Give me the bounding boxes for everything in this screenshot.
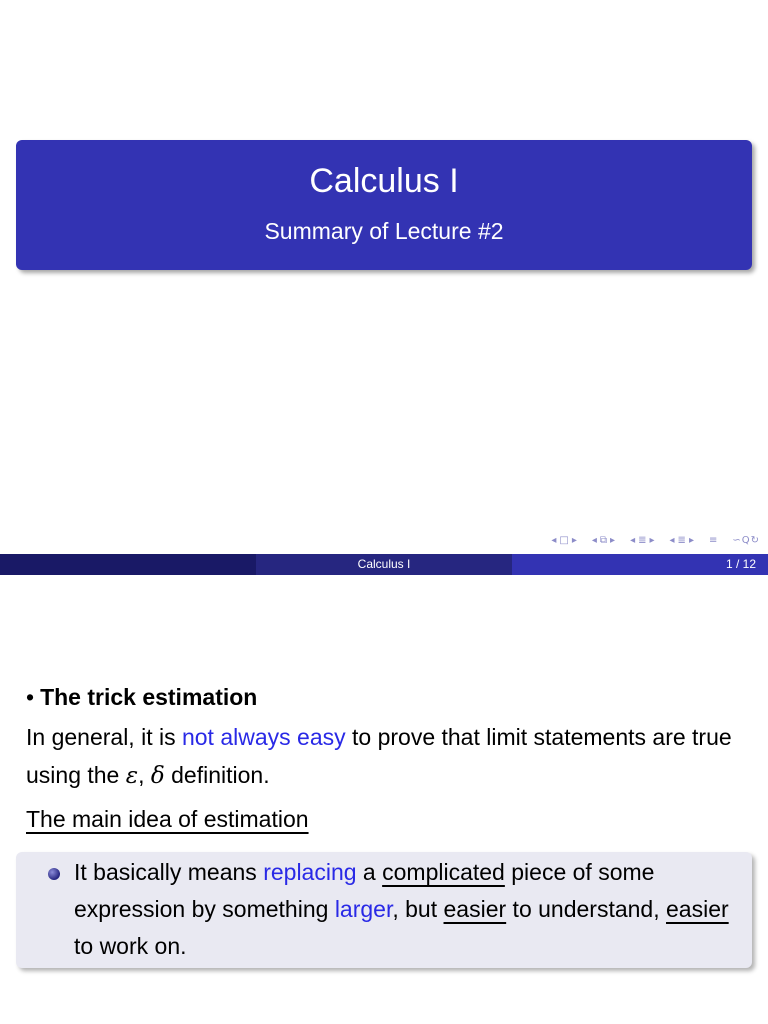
nav-next-subsection-icon[interactable]: ▸	[610, 535, 617, 546]
idea-block	[16, 852, 752, 968]
block-underlined: complicated	[382, 859, 505, 885]
block-alert: larger	[334, 896, 393, 922]
block-alert: replacing	[263, 859, 357, 885]
footer-left	[0, 554, 256, 575]
nav-prev-subsection-icon[interactable]: ◂	[591, 535, 598, 546]
beamer-navigation	[551, 535, 760, 546]
footer-right	[512, 554, 768, 575]
block-underlined: easier	[443, 896, 507, 922]
nav-subsection-icon[interactable]: ⧉	[599, 535, 609, 546]
block-text: , but	[392, 896, 444, 922]
nav-next-section-icon[interactable]: ▸	[649, 535, 656, 546]
para-text: ,	[138, 762, 151, 788]
slide-footer	[0, 554, 768, 575]
para-text: to prove that limit statements are true using the	[26, 724, 732, 788]
nav-prev-section-icon[interactable]: ◂	[630, 535, 637, 546]
title-block	[16, 140, 752, 270]
para-text: In general, it is	[26, 724, 182, 750]
para-text: definition.	[164, 762, 270, 788]
slide-subtitle: Summary of Lecture #2	[264, 218, 504, 244]
block-text: to work on.	[74, 933, 187, 959]
footer-title: Calculus I	[256, 554, 512, 575]
block-text: It basically means	[74, 859, 264, 885]
delta-symbol: δ	[150, 763, 165, 789]
nav-part-icon[interactable]: ≣	[677, 535, 687, 546]
nav-next-frame-icon[interactable]: ▸	[571, 535, 578, 546]
nav-toc-icon[interactable]: ≡	[708, 535, 719, 546]
nav-prev-part-icon[interactable]: ◂	[669, 535, 676, 546]
nav-frame-icon[interactable]: □	[559, 535, 570, 546]
ball-bullet-icon	[48, 868, 60, 880]
nav-section-icon[interactable]: ≣	[638, 535, 648, 546]
block-text: piece of some expression by something	[74, 859, 655, 922]
slide-title: Calculus I	[309, 162, 459, 200]
nav-prev-frame-icon[interactable]: ◂	[551, 535, 558, 546]
block-text: a	[356, 859, 383, 885]
block-underlined: easier	[666, 896, 729, 922]
subheading: The main idea of estimation	[26, 806, 309, 832]
intro-paragraph	[26, 718, 746, 795]
para-alert: not always easy	[181, 724, 346, 750]
nav-search-icon[interactable]: ∽Q↻	[732, 535, 760, 546]
block-text: to understand,	[506, 896, 667, 922]
section-heading	[26, 684, 257, 711]
idea-text	[74, 854, 744, 965]
heading-bullet: •	[26, 684, 35, 710]
footer-page-number: 1 / 12	[725, 557, 756, 571]
epsilon-symbol: ε	[125, 763, 139, 789]
heading-text: The trick estimation	[40, 684, 258, 710]
nav-next-part-icon[interactable]: ▸	[688, 535, 695, 546]
